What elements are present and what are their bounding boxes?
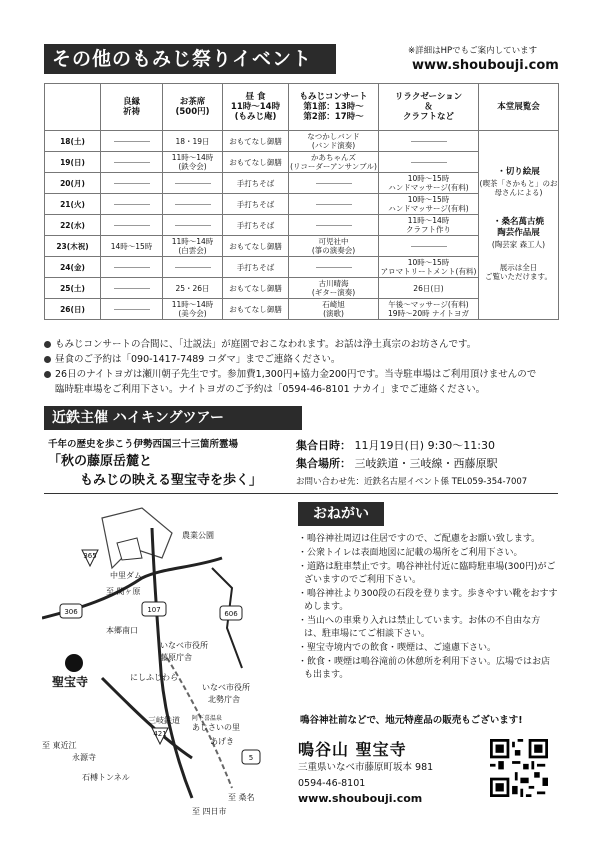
col-header-ochaseki: お茶席 (500円)	[163, 84, 223, 131]
table-cell	[101, 194, 163, 215]
empty-dash	[175, 267, 211, 268]
temple-contact	[298, 760, 433, 807]
table-cell: 26日(日)	[379, 278, 479, 299]
notice-item: ・鳴谷神社周辺は住居ですので、ご配慮をお願い致します。	[298, 534, 541, 544]
table-cell: 手打ちそば	[223, 215, 289, 236]
table-cell: おもてなし御膳	[223, 236, 289, 257]
map-label-temple: 聖宝寺	[52, 675, 89, 689]
table-cell: 11時〜14時 (白雲会)	[163, 236, 223, 257]
table-cell: 20(月)	[45, 173, 101, 194]
map-label: にしふじわら	[130, 673, 178, 682]
col-header-concert: もみじコンサート 第1部：13時〜 第2部：17時〜	[289, 84, 379, 131]
map-label: 中里ダム	[110, 571, 142, 580]
route-label-606: 606	[224, 610, 238, 618]
website-url[interactable]: www.shoubouji.com	[412, 58, 559, 73]
table-cell: 手打ちそば	[223, 257, 289, 278]
empty-dash	[114, 309, 150, 310]
note-item: 26日のナイトヨガは瀬川朝子先生です。参加費1,300円+協力金200円です。当寺駐車場はご利用頂けませんので	[44, 367, 564, 382]
empty-dash	[114, 162, 150, 163]
table-cell: 19(日)	[45, 152, 101, 173]
table-cell	[101, 257, 163, 278]
table-cell: 18・19日	[163, 131, 223, 152]
meeting-date: 11月19日(日) 9:30〜11:30	[354, 439, 495, 452]
table-cell	[101, 215, 163, 236]
temple-phone: 0594-46-8101	[298, 777, 366, 789]
map-label: いなべ市役所	[160, 641, 208, 650]
temple-address: 三重県いなべ市藤原町坂本 981	[298, 762, 434, 773]
table-cell: 午後〜マッサージ(有料) 19時〜20時 ナイトヨガ	[379, 299, 479, 320]
hp-note: ※詳細はHPでもご案内しています	[408, 46, 538, 56]
table-cell: なつかしバンド (バンド演奏)	[289, 131, 379, 152]
hiking-lead: 千年の歴史を歩こう伊勢西国三十三箇所霊場	[48, 439, 239, 450]
notice-item: ・当山への車乗り入れは禁止しています。お体の不自由な方は、駐車場にてご相談下さい。	[298, 616, 541, 639]
table-cell: 22(水)	[45, 215, 101, 236]
meeting-place: 三岐鉄道・三岐線・西藤原駅	[354, 457, 498, 470]
table-cell: 14時〜15時	[101, 236, 163, 257]
map-label: 至 四日市	[192, 807, 227, 816]
empty-dash	[114, 225, 150, 226]
map-label: いなべ市役所	[202, 683, 250, 692]
table-cell	[379, 236, 479, 257]
empty-dash	[411, 162, 447, 163]
map-label: 至 関ヶ原	[106, 587, 141, 596]
table-cell: かあちゃんズ (リコーダーアンサンブル)	[290, 153, 377, 171]
table-cell	[101, 278, 163, 299]
notice-item: ・聖宝寺境内での飲食・喫煙は、ご遠慮下さい。	[298, 643, 497, 653]
table-cell: 11時〜14時 (鉄令会)	[163, 152, 223, 173]
table-cell: 手打ちそば	[223, 173, 289, 194]
table-cell: おもてなし御膳	[223, 278, 289, 299]
exhibit-cell	[479, 131, 559, 320]
table-cell	[289, 194, 379, 215]
route-label-107: 107	[147, 606, 161, 614]
table-cell	[101, 173, 163, 194]
exhibit-text: 展示は全日 ご覧いただけます。	[485, 262, 552, 281]
hiking-banner: 近鉄主催 ハイキングツアー	[44, 406, 302, 430]
event-notes	[44, 337, 564, 397]
table-header-row	[45, 84, 559, 131]
map-label: 永源寺	[72, 753, 96, 762]
notice-list	[298, 533, 558, 683]
access-map	[42, 498, 282, 818]
table-row	[45, 131, 559, 152]
notice-item: ・道路は駐車禁止です。鳴谷神社付近に臨時駐車場(300円)がございますのでご利用下さい。	[298, 562, 556, 585]
col-header-exhibit: 本堂展覧会	[479, 84, 559, 131]
table-cell: 10時〜15時 ハンドマッサージ(有料)	[379, 173, 479, 194]
empty-dash	[175, 204, 211, 205]
map-label: 石榑トンネル	[82, 773, 130, 782]
col-header-ryoen: 良縁 祈祷	[101, 84, 163, 131]
map-label: 阿下喜温泉	[192, 715, 223, 722]
col-header	[45, 84, 101, 131]
empty-dash	[114, 141, 150, 142]
notice-banner: おねがい	[298, 502, 384, 526]
table-cell: 24(金)	[45, 257, 101, 278]
empty-dash	[175, 225, 211, 226]
event-table	[44, 83, 559, 320]
notice-item: ・飲食・喫煙は鳴谷滝前の休憩所を利用下さい。広場ではお店も出ます。	[298, 657, 551, 680]
table-cell: おもてなし御膳	[223, 299, 289, 320]
map-label: あげき	[210, 737, 234, 746]
notice-item: ・公衆トイレは表面地図に記載の場所をご利用下さい。	[298, 548, 523, 558]
exhibit-text: (陶芸家 森工人)	[491, 239, 546, 249]
qr-code-icon[interactable]	[490, 739, 548, 797]
meeting-info	[296, 437, 527, 491]
hiking-title-line2: もみじの映える聖宝寺を歩く」	[80, 473, 263, 488]
map-label: あじさいの里	[192, 723, 240, 732]
table-cell: 25(土)	[45, 278, 101, 299]
route-label-5: 5	[248, 754, 254, 762]
route-label-306: 306	[64, 608, 78, 616]
map-label: 北勢庁舎	[208, 695, 240, 704]
route-label-421: 421	[153, 730, 167, 738]
empty-dash	[316, 225, 352, 226]
table-cell	[163, 194, 223, 215]
table-cell	[101, 299, 163, 320]
map-label: 至 桑名	[228, 793, 255, 802]
exhibit-text: (喫茶「さかもと」のお母さんによる)	[479, 179, 558, 198]
temple-marker	[65, 654, 83, 672]
table-cell	[379, 152, 479, 173]
section-divider	[44, 493, 558, 494]
page-title: その他のもみじ祭りイベント	[44, 44, 336, 74]
table-cell	[101, 152, 163, 173]
empty-dash	[114, 267, 150, 268]
table-cell: 18(土)	[45, 131, 101, 152]
temple-url[interactable]: www.shoubouji.com	[298, 792, 423, 805]
map-label: 農業公園	[182, 531, 214, 540]
map-label: 至 東近江	[42, 741, 77, 750]
route-label-365: 365	[83, 552, 97, 560]
table-cell: 手打ちそば	[223, 194, 289, 215]
hiking-title-line1: 「秋の藤原岳麓と	[48, 454, 153, 469]
meeting-place-label: 集合場所：	[296, 457, 351, 470]
exhibit-text: ・切り絵展	[497, 167, 540, 178]
empty-dash	[114, 183, 150, 184]
map-label: 本郷南口	[106, 626, 138, 635]
map-label: 三岐鉄道	[148, 716, 180, 725]
empty-dash	[114, 288, 150, 289]
note-item: もみじコンサートの合間に、「辻説法」が庭園でおこなわれます。お話は浄土真宗のお坊さんです。	[44, 337, 564, 352]
temple-name: 鳴谷山 聖宝寺	[298, 740, 407, 759]
table-cell	[163, 173, 223, 194]
map-label: 藤原庁舎	[160, 653, 192, 662]
table-cell	[163, 257, 223, 278]
meeting-date-label: 集合日時：	[296, 439, 351, 452]
empty-dash	[411, 246, 447, 247]
table-cell: 26(日)	[45, 299, 101, 320]
table-cell: 21(火)	[45, 194, 101, 215]
table-cell	[101, 131, 163, 152]
table-cell	[163, 215, 223, 236]
empty-dash	[316, 204, 352, 205]
table-cell: おもてなし御膳	[223, 152, 289, 173]
note-item: 臨時駐車場をご利用下さい。ナイトヨガのご予約は「0594-46-8101 ナカイ」までご連絡ください。	[55, 384, 486, 395]
table-cell: おもてなし御膳	[223, 131, 289, 152]
table-cell	[289, 257, 379, 278]
table-cell	[379, 131, 479, 152]
table-cell: 10時〜15時 アロマトリートメント(有料)	[379, 257, 479, 278]
table-cell: 11時〜14時 (美今会)	[163, 299, 223, 320]
notice-item: ・鳴谷神社より300段の石段を登ります。歩きやすい靴をおすすめします。	[298, 589, 558, 612]
hiking-contact: お問い合わせ先：近鉄名古屋イベント係 TEL059-354-7007	[296, 477, 528, 487]
table-cell	[289, 215, 379, 236]
notice-closing: 鳴谷神社前などで、地元特産品の販売もございます!	[300, 715, 523, 726]
table-cell	[289, 173, 379, 194]
col-header-relax: リラクゼーション ＆ クラフトなど	[379, 84, 479, 131]
table-cell: 石崎旭 (演歌)	[289, 299, 379, 320]
table-cell: 23(木祝)	[45, 236, 101, 257]
empty-dash	[411, 141, 447, 142]
table-cell: 25・26日	[163, 278, 223, 299]
table-cell: 10時〜15時 ハンドマッサージ(有料)	[379, 194, 479, 215]
note-item: 昼食のご予約は「090-1417-7489 コダマ」までご連絡ください。	[44, 352, 564, 367]
table-cell: 古川晴海 (ギター演奏)	[289, 278, 379, 299]
empty-dash	[316, 267, 352, 268]
exhibit-text: ・桑名萬古焼 陶芸作品展	[492, 217, 544, 238]
empty-dash	[114, 204, 150, 205]
empty-dash	[316, 183, 352, 184]
table-cell: 11時〜14時 クラフト作り	[379, 215, 479, 236]
col-header-lunch: 昼 食 11時〜14時 (もみじ庵)	[223, 84, 289, 131]
dam-lake	[117, 538, 142, 560]
empty-dash	[175, 183, 211, 184]
table-cell: 可児社中 (箏の演奏会)	[289, 236, 379, 257]
